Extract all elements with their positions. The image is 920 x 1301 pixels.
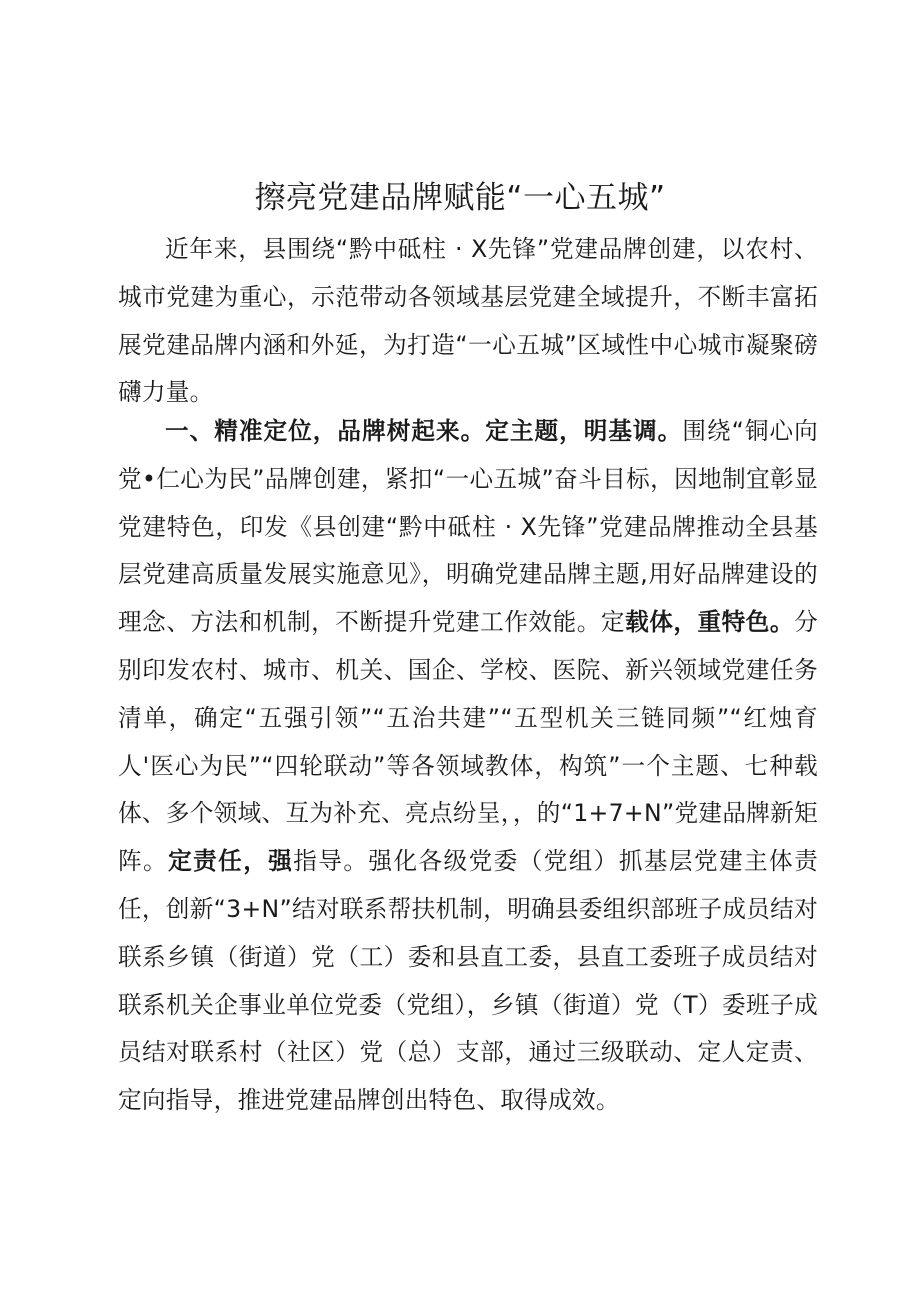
intro-paragraph: 近年来，县围绕“黔中砥柱 · X先锋”党建品牌创建，以农村、城市党建为重心，示范带动各领域基层党建全域提升，不断丰富拓展党建品牌内涵和外延，为打造“一心五城”区域性中心城市凝聚磅礴力量。	[118, 235, 818, 407]
responsibility-text: 指导。强化各级党委（党组）抓基层党建主体责任，创新“3+N”结对联系帮扶机制，明确县委组织部班子成员结对联系乡镇（街道）党（工）委和县直工委，县直工委班子成员结对联系机关企事业单位党委（党组），乡镇（街道）党（T）委班子成员结对联系村（社区）党（总）支部，通过三级联动、定人定责、定向指导，推进党建品牌创出特色、取得成效。	[118, 847, 818, 1115]
subheading-theme: 定主题，明基调。	[485, 417, 683, 445]
section-one-paragraph	[118, 408, 818, 1125]
carrier-text: 分别印发农村、城市、机关、国企、学校、医院、新兴领域党建任务清单，确定“五强引领”“五治共建”“五型机关三链同频”“红烛育人'医心为民”“四轮联动”等各领域教体，构筑”一个主题、七种载体、多个领域、互为补充、亮点纷呈，，的“1+7+N”党建品牌新矩阵。	[118, 608, 818, 876]
subheading-responsibility: 定责任，强	[168, 847, 294, 876]
subheading-carrier: 载体，重特色。	[625, 608, 795, 637]
carrier-lead: 定	[600, 608, 626, 637]
document-title: 擦亮党建品牌赋能“一心五城”	[254, 180, 666, 216]
section-one-heading: 一、精准定位，品牌树起来。	[165, 417, 486, 445]
theme-text: 围绕“铜心向党•仁心为民”品牌创建，紧扣“一心五城”奋斗目标，因地制宜彰显党建特色，印发《县创建“黔中砥柱 · X先锋”党建品牌推动全县基层党建高质量发展实施意见》，明确党建品牌主题,用好品牌建设的理念、方法和机制，不断提升党建工作效能。	[118, 417, 818, 637]
